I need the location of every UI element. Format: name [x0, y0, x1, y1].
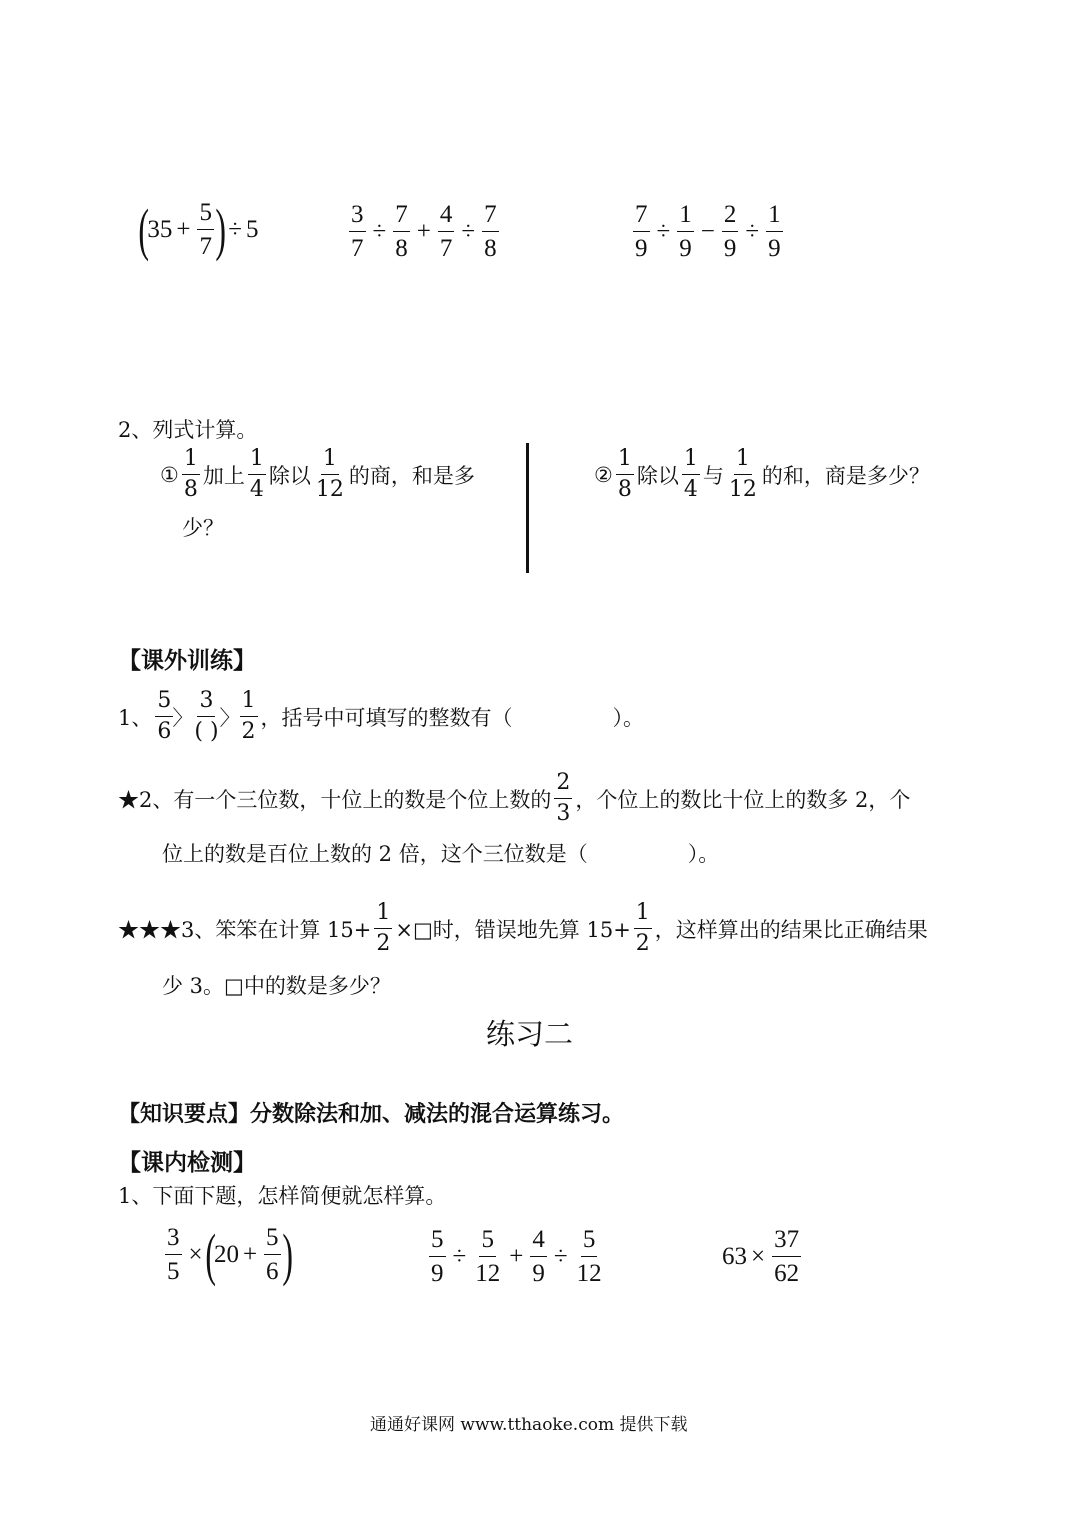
- operator: ÷: [656, 217, 671, 245]
- fraction: $\frac{5}{12}$: [576, 1226, 602, 1287]
- fraction: $\frac{2}{9}$: [723, 201, 737, 262]
- expression-3: [630, 202, 786, 261]
- expression-2: [346, 202, 502, 261]
- right-paren: ): [281, 1221, 293, 1287]
- operator: ÷: [452, 1242, 467, 1270]
- instruction: 1、下面下题，怎样简便就怎样算。: [118, 1184, 447, 1208]
- section-title: 2、列式计算。: [118, 418, 258, 442]
- fraction: $\frac{1}{4}$: [249, 446, 264, 502]
- fraction: $\frac{1}{2}$: [241, 688, 256, 744]
- fraction: $\frac{1}{8}$: [617, 446, 632, 502]
- fraction: $\frac{7}{9}$: [635, 201, 648, 262]
- operator: ÷: [461, 217, 476, 245]
- fraction: $\frac{7}{8}$: [395, 201, 408, 262]
- problem-3: ★★★3、笨笨在计算 15+ $\frac{1}{2}$ ×□时，错误地先算 15+ $\frac{1}{2}$ ，这样算出的结果比正确结果: [118, 900, 928, 956]
- question-2: ② $\frac{1}{8}$ 除以 $\frac{1}{4}$ 与 $\frac{1}{12}$ 的和，商是多少？: [594, 446, 930, 502]
- divisor: 5: [246, 215, 259, 243]
- operator: +: [509, 1242, 524, 1270]
- problem-2-line2: 位上的数是百位上数的 2 倍，这个三位数是（ ）。: [162, 842, 720, 866]
- problem-3-line2: 少 3。□中的数是多少？: [162, 974, 391, 998]
- fraction: $\frac{5}{9}$: [431, 1226, 444, 1287]
- practice-expression-1: $\frac{3}{5}$ × ( 20 + $\frac{5}{6}$ ): [167, 1221, 293, 1287]
- fraction: $\frac{5}{6}$: [266, 1224, 279, 1285]
- fraction: $\frac{1}{12}$: [728, 446, 757, 502]
- operator: ÷: [745, 217, 760, 245]
- operator: ÷: [228, 215, 242, 243]
- left-paren: (: [138, 196, 149, 262]
- class-check-heading: 【课内检测】: [118, 1150, 256, 1176]
- practice-expression-2: [426, 1227, 607, 1286]
- operator: +: [176, 215, 191, 243]
- fraction: $\frac{1}{4}$: [683, 446, 698, 502]
- extra-training-heading: 【课外训练】: [118, 648, 256, 674]
- problem-1: 1、 $\frac{5}{6}$ 〉 $\frac{3}{( )}$ 〉 $\frac{1}{2}$ ，括号中可填写的整数有（ ）。: [118, 688, 645, 744]
- fraction: $\frac{7}{8}$: [484, 201, 497, 262]
- operator: −: [700, 217, 715, 245]
- fraction: $\frac{1}{9}$: [768, 201, 781, 262]
- operator: ×: [188, 1240, 203, 1268]
- expression-1: [138, 196, 259, 262]
- fraction: $\frac{1}{2}$: [376, 900, 391, 956]
- divider-line: [526, 443, 529, 573]
- right-paren: ): [215, 196, 226, 262]
- fraction: $\frac{5}{6}$: [157, 688, 172, 744]
- problem-2: ★2、有一个三位数，十位上的数是个位上数的 $\frac{2}{3}$ ，个位上的数比十位上的数多 2，个: [118, 770, 911, 826]
- fraction: $\frac{4}{7}$: [439, 201, 453, 262]
- fraction: $\frac{3}{5}$: [167, 1224, 180, 1285]
- footer: 通通好课网 www.tthaoke.com 提供下载: [370, 1415, 688, 1435]
- fraction: $\frac{3}{7}$: [351, 201, 364, 262]
- fraction: $\frac{1}{12}$: [315, 446, 344, 502]
- fraction: $\frac{2}{3}$: [556, 770, 571, 826]
- operator: ÷: [372, 217, 387, 245]
- question-1: ① $\frac{1}{8}$ 加上 $\frac{1}{4}$ 除以 $\frac{1}{12}$ 的商，和是多: [160, 446, 475, 502]
- operator: +: [242, 1240, 258, 1268]
- left-paren: (: [204, 1221, 216, 1287]
- fraction: $\frac{5}{7}$: [199, 199, 212, 260]
- whole-number: 35: [147, 215, 173, 243]
- fraction: $\frac{1}{8}$: [183, 446, 198, 502]
- fraction: $\frac{1}{9}$: [679, 201, 692, 262]
- fraction: $\frac{37}{62}$: [774, 1226, 800, 1287]
- knowledge-points: 【知识要点】分数除法和加、减法的混合运算练习。: [118, 1102, 625, 1127]
- operator: ÷: [553, 1242, 568, 1270]
- operator: +: [416, 217, 431, 245]
- operator: ×: [751, 1242, 766, 1270]
- fraction: $\frac{3}{( )}$: [194, 688, 219, 744]
- practice-expression-3: 63 × $\frac{37}{62}$: [722, 1226, 800, 1287]
- fraction: $\frac{5}{12}$: [475, 1226, 501, 1287]
- question-1-continuation: 少？: [182, 516, 224, 540]
- practice-title: 练习二: [486, 1017, 574, 1051]
- fraction: $\frac{1}{2}$: [635, 900, 650, 956]
- fraction: $\frac{4}{9}$: [532, 1226, 545, 1287]
